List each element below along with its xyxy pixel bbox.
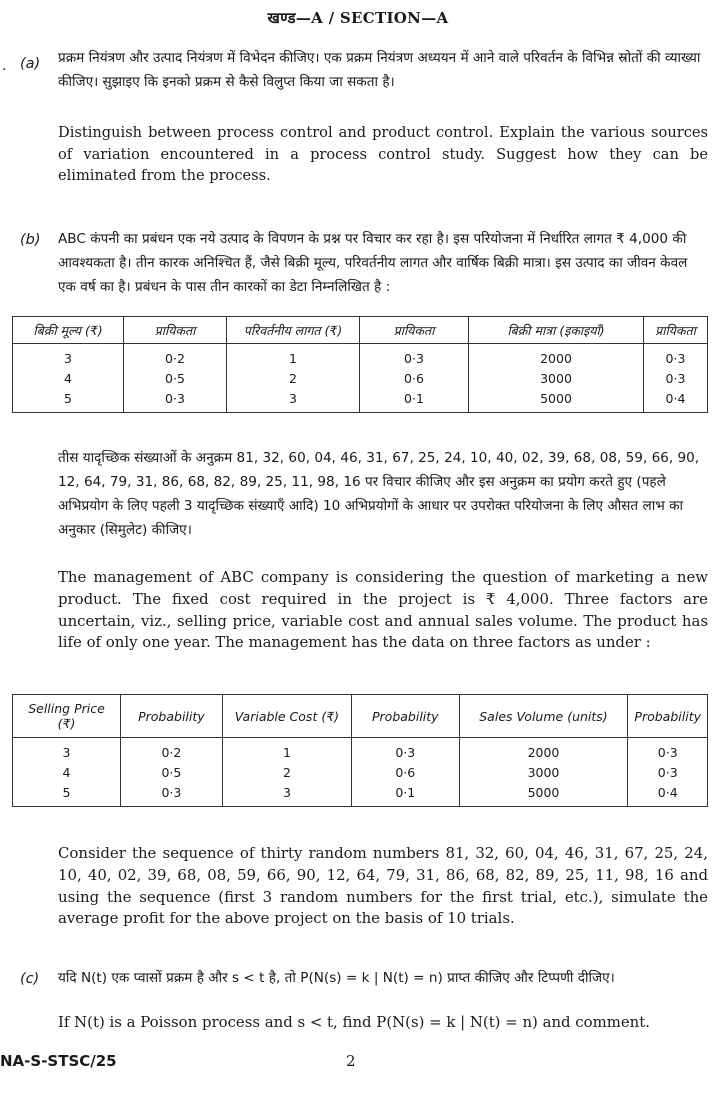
hindi-table-header: प्रायिकता [644,317,708,344]
table-cell: 0·3 [352,738,459,763]
question-b-english-intro: The management of ABC company is considering the question of marketing a new product. The fixed cost required in the project is ₹ 4,000. Three factors are uncertain, viz., selling price, variable cost and annual sales volume. The product has life of only one year. The management has the data on three factors as under : [58,568,708,652]
question-c-hindi: यदि N(t) एक प्वासों प्रक्रम है और s < t है, तो P(N(s) = k | N(t) = n) प्राप्त कीजिए और टिप्पणी दीजिए। [58,970,615,986]
table-cell: 5000 [459,782,628,807]
hindi-table-header: प्रायिकता [124,317,227,344]
table-row [13,388,708,413]
question-number-mark: . [2,58,7,74]
hindi-table-header: परिवर्तनीय लागत (₹) [227,317,360,344]
table-cell: 3 [13,344,124,369]
section-header: खण्ड—A / SECTION—A [267,9,449,27]
table-cell: 0·4 [628,782,708,807]
table-cell: 5 [13,388,124,413]
paper-code: NA-S-STSC/25 [0,1052,117,1070]
english-table-header: Selling Price (₹) [13,695,121,738]
hindi-table-header: प्रायिकता [360,317,469,344]
english-table-header: Sales Volume (units) [459,695,628,738]
page-number: 2 [346,1052,356,1070]
table-row [13,344,708,369]
english-table-header: Probability [628,695,708,738]
table-cell: 0·6 [352,762,459,782]
hindi-table-header: बिक्री मात्रा (इकाइयाँ) [469,317,644,344]
table-cell: 0·3 [628,762,708,782]
table-cell: 0·3 [121,782,223,807]
table-cell: 0·1 [352,782,459,807]
table-row [13,368,708,388]
table-cell: 3 [222,782,351,807]
hindi-table-header: बिक्री मूल्य (₹) [13,317,124,344]
table-cell: 0·6 [360,368,469,388]
table-cell: 0·2 [124,344,227,369]
table-cell: 0·2 [121,738,223,763]
english-table-header: Probability [121,695,223,738]
table-row [13,738,708,763]
table-cell: 3000 [459,762,628,782]
question-c-label: (c) [20,971,40,987]
table-cell: 0·3 [644,368,708,388]
table-cell: 0·3 [644,344,708,369]
question-b-english-simulation: Consider the sequence of thirty random numbers 81, 32, 60, 04, 46, 31, 67, 25, 24, 10, 40, 02, 39, 68, 08, 59, 66, 90, 12, 64, 79, 31, 86, 68, 82, 89, 25, 11, 98, 16 and using the sequence (first 3 random numbers for the first trial, etc.), simulate the average profit for the above project on the basis of 10 trials. [58,844,708,928]
question-a-english: Distinguish between process control and product control. Explain the various sources of variation encountered in a process control study. Suggest how they can be eliminated from the process. [58,124,708,184]
english-table-header: Probability [352,695,459,738]
table-cell: 2000 [469,344,644,369]
table-cell: 3000 [469,368,644,388]
english-data-table [12,694,708,807]
table-cell: 1 [222,738,351,763]
question-b-hindi-intro: ABC कंपनी का प्रबंधन एक नये उत्पाद के विपणन के प्रश्न पर विचार कर रहा है। इस परियोजना में निर्धारित लागत ₹ 4,000 की आवश्यकता है। तीन कारक अनिश्चित हैं, जैसे बिक्री मूल्य, परिवर्तनीय लागत और वार्षिक बिक्री मात्रा। इस उत्पाद का जीवन केवल एक वर्ष का है। प्रबंधन के पास तीन कारकों का डेटा निम्नलिखित है : [58,231,688,295]
english-table-header: Variable Cost (₹) [222,695,351,738]
table-cell: 2000 [459,738,628,763]
table-row [13,762,708,782]
table-cell: 4 [13,762,121,782]
table-cell: 4 [13,368,124,388]
question-a-hindi: प्रक्रम नियंत्रण और उत्पाद नियंत्रण में विभेदन कीजिए। एक प्रक्रम नियंत्रण अध्ययन में आने वाले परिवर्तन के विभिन्न स्रोतों की व्याख्या कीजिए। सुझाइए कि इनको प्रक्रम से कैसे विलुप्त किया जा सकता है। [58,50,701,90]
table-cell: 0·4 [644,388,708,413]
question-b-label: (b) [20,232,41,248]
table-cell: 0·3 [628,738,708,763]
table-cell: 0·5 [121,762,223,782]
question-c-english: If N(t) is a Poisson process and s < t, find P(N(s) = k | N(t) = n) and comment. [58,1013,650,1031]
table-cell: 2 [222,762,351,782]
table-cell: 0·3 [124,388,227,413]
table-cell: 0·1 [360,388,469,413]
hindi-data-table [12,316,708,413]
table-cell: 2 [227,368,360,388]
table-cell: 5000 [469,388,644,413]
table-cell: 5 [13,782,121,807]
question-b-hindi-simulation: तीस यादृच्छिक संख्याओं के अनुक्रम 81, 32, 60, 04, 46, 31, 67, 25, 24, 10, 40, 02, 39, 68, 08, 59, 66, 90, 12, 64, 79, 31, 86, 68, 82, 89, 25, 11, 98, 16 पर विचार कीजिए और इस अनुक्रम का प्रयोग करते हुए (पहले अभिप्रयोग के लिए पहली 3 यादृच्छिक संख्याएँ आदि) 10 अभिप्रयोगों के आधार पर उपरोक्त परियोजना के लिए औसत लाभ का अनुकार (सिमुलेट) कीजिए। [58,450,700,538]
table-row [13,782,708,807]
question-a-label: (a) [20,56,41,72]
table-cell: 3 [13,738,121,763]
table-cell: 0·5 [124,368,227,388]
table-cell: 0·3 [360,344,469,369]
table-cell: 1 [227,344,360,369]
table-cell: 3 [227,388,360,413]
